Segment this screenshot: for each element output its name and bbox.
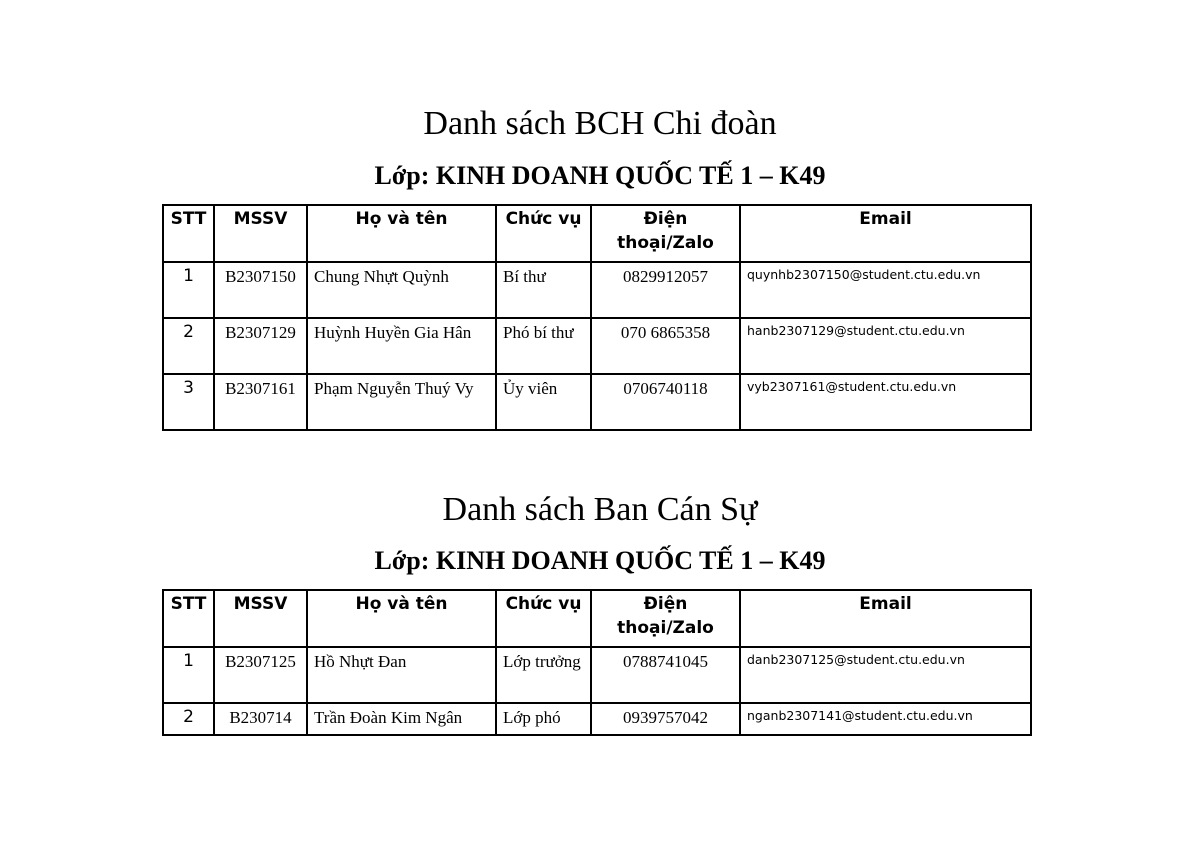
table-header-row — [163, 590, 1031, 647]
table-row — [163, 647, 1031, 703]
cell-mssv: B230714 — [214, 703, 307, 735]
cell-name: Huỳnh Huyền Gia Hân — [307, 318, 496, 374]
cell-name: Trần Đoàn Kim Ngân — [307, 703, 496, 735]
cell-role: Ủy viên — [496, 374, 591, 430]
cell-name: Hồ Nhựt Đan — [307, 647, 496, 703]
section-subtitle-bcs: Lớp: KINH DOANH QUỐC TẾ 1 – K49 — [374, 546, 826, 575]
section-subtitle-bch: Lớp: KINH DOANH QUỐC TẾ 1 – K49 — [374, 161, 826, 190]
cell-name: Phạm Nguyễn Thuý Vy — [307, 374, 496, 430]
cell-mssv: B2307129 — [214, 318, 307, 374]
table-row — [163, 374, 1031, 430]
cell-stt: 1 — [163, 647, 214, 703]
cell-mssv: B2307161 — [214, 374, 307, 430]
cell-email: vyb2307161@student.ctu.edu.vn — [740, 374, 1031, 430]
cell-phone: 0706740118 — [591, 374, 740, 430]
cell-phone: 070 6865358 — [591, 318, 740, 374]
cell-phone: 0788741045 — [591, 647, 740, 703]
table-header-row — [163, 205, 1031, 262]
header-phone: Điện thoại/Zalo — [591, 205, 740, 262]
header-stt: STT — [163, 205, 214, 262]
cell-phone: 0829912057 — [591, 262, 740, 318]
header-mssv: MSSV — [214, 590, 307, 647]
table-bch — [162, 204, 1032, 431]
header-name: Họ và tên — [307, 205, 496, 262]
header-role: Chức vụ — [496, 590, 591, 647]
section-title-bch: Danh sách BCH Chi đoàn — [423, 105, 777, 142]
cell-email: nganb2307141@student.ctu.edu.vn — [740, 703, 1031, 735]
section-title-bcs: Danh sách Ban Cán Sự — [442, 491, 758, 528]
cell-stt: 3 — [163, 374, 214, 430]
table-row — [163, 318, 1031, 374]
table-row — [163, 703, 1031, 735]
cell-mssv: B2307150 — [214, 262, 307, 318]
header-mssv: MSSV — [214, 205, 307, 262]
cell-name: Chung Nhựt Quỳnh — [307, 262, 496, 318]
cell-stt: 2 — [163, 318, 214, 374]
cell-email: hanb2307129@student.ctu.edu.vn — [740, 318, 1031, 374]
header-email: Email — [740, 590, 1031, 647]
header-stt: STT — [163, 590, 214, 647]
table-row — [163, 262, 1031, 318]
header-phone: Điện thoại/Zalo — [591, 590, 740, 647]
header-role: Chức vụ — [496, 205, 591, 262]
header-email: Email — [740, 205, 1031, 262]
cell-role: Lớp phó — [496, 703, 591, 735]
cell-email: danb2307125@student.ctu.edu.vn — [740, 647, 1031, 703]
cell-stt: 1 — [163, 262, 214, 318]
cell-role: Bí thư — [496, 262, 591, 318]
table-bcs — [162, 589, 1032, 736]
cell-role: Lớp trưởng — [496, 647, 591, 703]
cell-phone: 0939757042 — [591, 703, 740, 735]
cell-email: quynhb2307150@student.ctu.edu.vn — [740, 262, 1031, 318]
cell-mssv: B2307125 — [214, 647, 307, 703]
header-name: Họ và tên — [307, 590, 496, 647]
cell-role: Phó bí thư — [496, 318, 591, 374]
cell-stt: 2 — [163, 703, 214, 735]
